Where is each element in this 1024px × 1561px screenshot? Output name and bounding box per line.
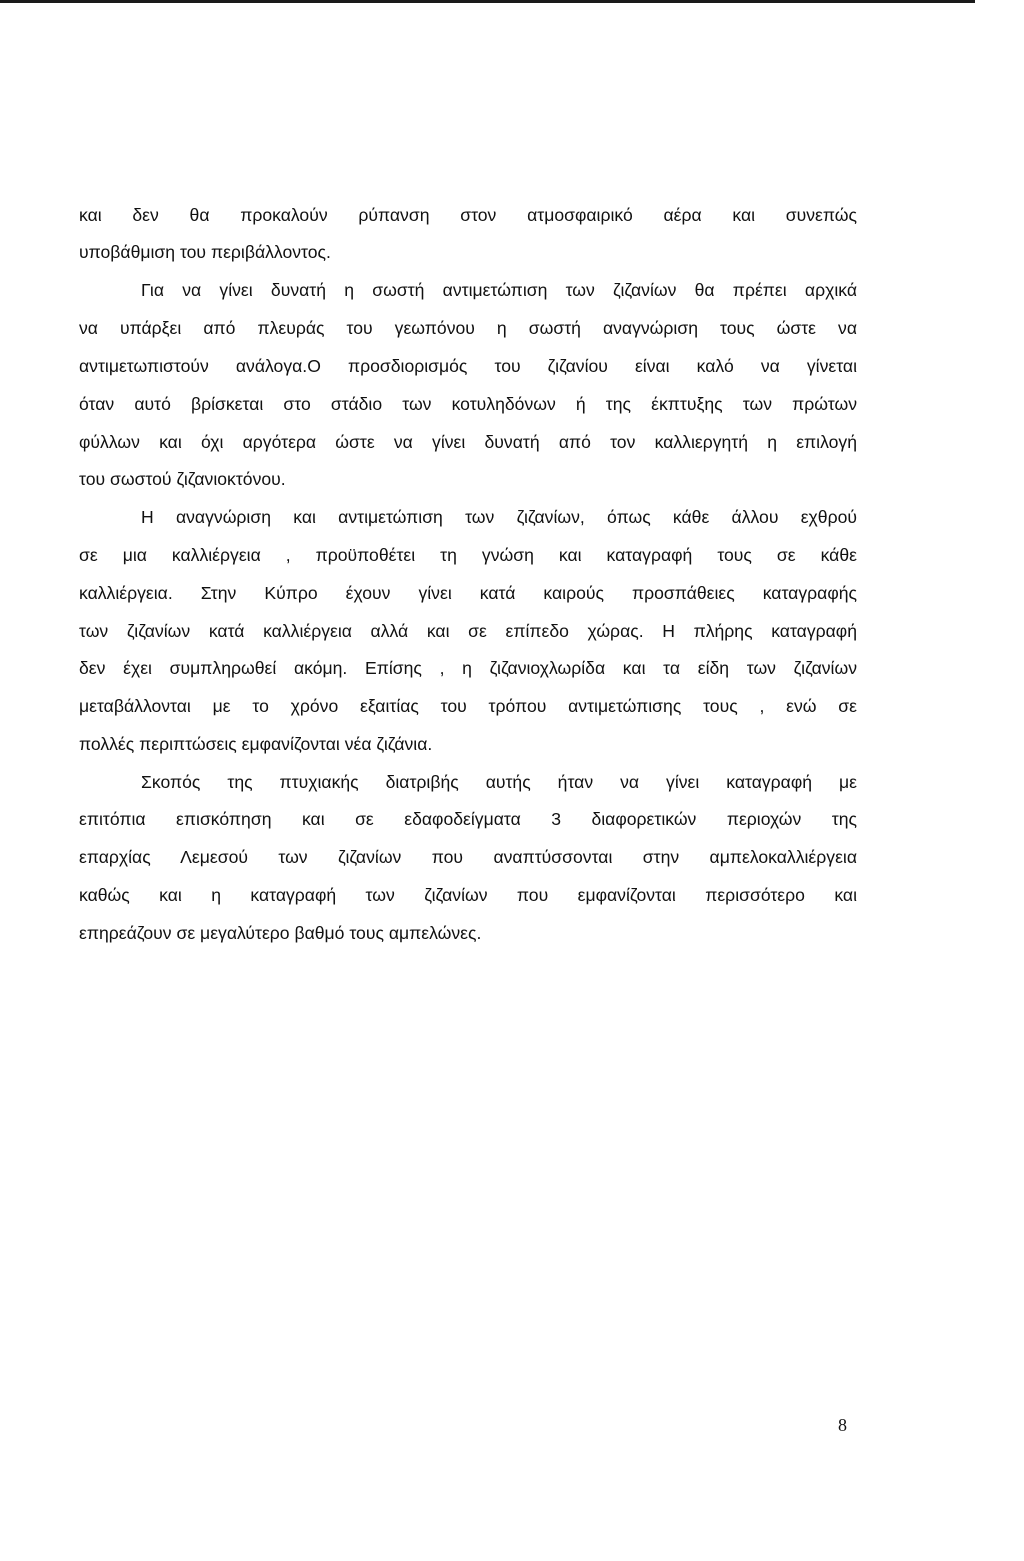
text-line: μεταβάλλονται με το χρόνο εξαιτίας του τρόπου αντιμετώπισης τους , ενώ σε xyxy=(79,696,857,716)
text-line: αντιμετωπιστούν ανάλογα.Ο προσδιορισμός του ζιζανίου είναι καλό να γίνεται xyxy=(79,356,857,376)
text-line: Σκοπός της πτυχιακής διατριβής αυτής ήταν να γίνει καταγραφή με xyxy=(141,772,857,792)
text-line: σε μια καλλιέργεια , προϋποθέτει τη γνώση και καταγραφή τους σε κάθε xyxy=(79,545,857,565)
text-line: καλλιέργεια. Στην Κύπρο έχουν γίνει κατά καιρούς προσπάθειες καταγραφής xyxy=(79,583,857,603)
text-line: δεν έχει συμπληρωθεί ακόμη. Επίσης , η ζιζανιοχλωρίδα και τα είδη των ζιζανίων xyxy=(79,658,857,678)
text-line: υποβάθμιση του περιβάλλοντος. xyxy=(79,242,331,262)
text-line: Για να γίνει δυνατή η σωστή αντιμετώπιση των ζιζανίων θα πρέπει αρχικά xyxy=(141,280,857,300)
text-line: πολλές περιπτώσεις εμφανίζονται νέα ζιζάνια. xyxy=(79,734,433,754)
text-line: να υπάρξει από πλευράς του γεωπόνου η σωστή αναγνώριση τους ώστε να xyxy=(79,318,857,338)
text-line: επαρχίας Λεμεσού των ζιζανίων που αναπτύσσονται στην αμπελοκαλλιέργεια xyxy=(79,847,857,867)
text-line: των ζιζανίων κατά καλλιέργεια αλλά και σε επίπεδο χώρας. Η πλήρης καταγραφή xyxy=(79,621,857,641)
top-rule xyxy=(0,0,975,3)
page-number: 8 xyxy=(838,1415,847,1435)
text-line: όταν αυτό βρίσκεται στο στάδιο των κοτυληδόνων ή της έκπτυξης των πρώτων xyxy=(79,394,857,414)
text-line: και δεν θα προκαλούν ρύπανση στον ατμοσφαιρικό αέρα και συνεπώς xyxy=(79,205,857,225)
text-line: Η αναγνώριση και αντιμετώπιση των ζιζανίων, όπως κάθε άλλου εχθρού xyxy=(141,507,857,527)
text-line: επηρεάζουν σε μεγαλύτερο βαθμό τους αμπελώνες. xyxy=(79,923,482,943)
text-line: φύλλων και όχι αργότερα ώστε να γίνει δυνατή από τον καλλιεργητή η επιλογή xyxy=(79,432,857,452)
text-line: του σωστού ζιζανιοκτόνου. xyxy=(79,469,286,489)
text-line: καθώς και η καταγραφή των ζιζανίων που εμφανίζονται περισσότερο και xyxy=(79,885,857,905)
text-line: επιτόπια επισκόπηση και σε εδαφοδείγματα 3 διαφορετικών περιοχών της xyxy=(79,809,857,829)
